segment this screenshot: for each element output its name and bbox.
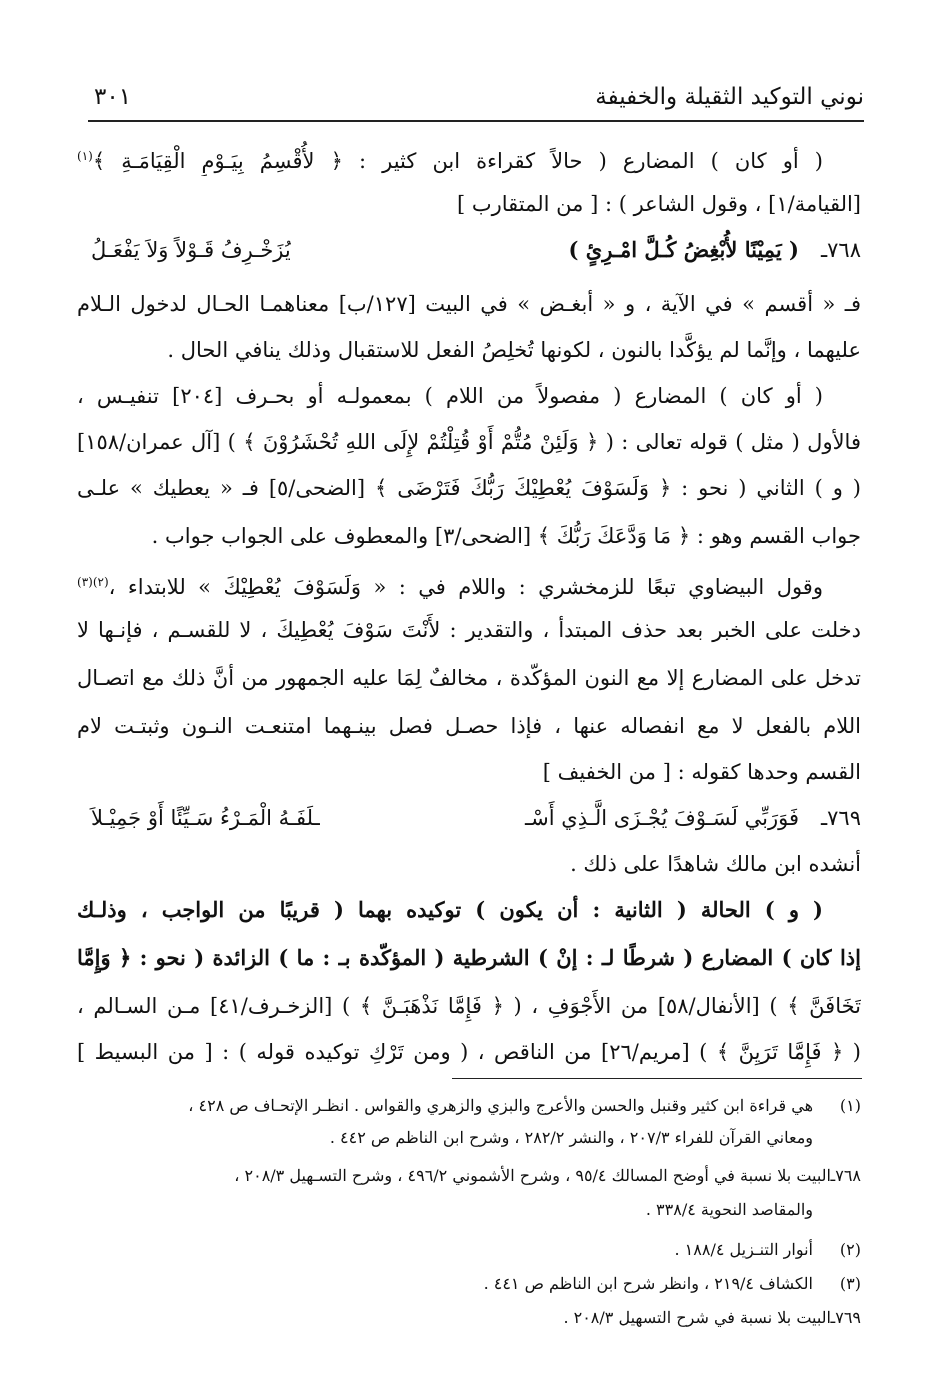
footnote-ref: (٣) xyxy=(77,575,93,589)
body-line: فـ « أقسم » في الآية ، و « أبغـض » في البيت [١٢٧/ب] معناهمـا الحـال لدخول الـلام xyxy=(77,292,861,316)
footnote-3 xyxy=(77,1270,861,1298)
verse-second-hemistich: ـلَفَـهُ الْمَـرْءُ سَـيِّئًا أَوْ جَمِيْـلاَ xyxy=(91,806,320,830)
verse-769 xyxy=(77,798,861,838)
verse-first-hemistich: فَوَرَبِّي لَسَـوْفَ يُجْـزَى الَّـذِي أَسْـ xyxy=(525,806,799,830)
body-line: القسم وحدها كقوله : [ من الخفيف ] xyxy=(542,760,861,784)
verse-first-hemistich: ( يَمِيْنًا لأُبْغِضُ كُـلَّ امْـرِئٍ ) xyxy=(568,237,799,262)
body-line: ( ﴿ فَإِمَّا تَرَيِنَّ ﴾ ) [مريم/٢٦] من الناقص ، ( ومن تَرْكِ توكيده قوله ) : [ من البسيط ] xyxy=(77,1040,861,1064)
footnote-2 xyxy=(77,1236,861,1264)
running-header xyxy=(88,84,864,118)
footnote-768-cont xyxy=(77,1196,861,1224)
body-line: تدخل على المضارع إلا مع النون المؤكّدة ، مخالفٌ لِمَا عليه الجمهور من أنَّ ذلك مع اتصـال xyxy=(77,666,861,690)
body-line: ( أو كان ) المضارع ( حالاً كقراءة ابن كثير : ﴿ لأُقْسِمُ بِيَـوْمِ الْقِيَامَـةِ ﴾$^{(١)}$ xyxy=(77,149,823,173)
verse-second-hemistich: يُزَخْـرِفُ قَـوْلاً وَلاَ يَفْعَـلُ xyxy=(91,238,291,262)
footnote-1-cont xyxy=(77,1124,861,1152)
footnote-ref: (١) xyxy=(77,149,93,163)
body-line: دخلت على الخبر بعد حذف المبتدأ ، والتقدير : لأَنْتَ سَوْفَ يُعْطِيكَ ، لا للقسـم ، فإنـها لا xyxy=(77,618,861,642)
footnote-text: ومعاني القرآن للفراء ٢٠٧/٣ ، والنشر ٢٨٢/٢ ، وشرح ابن الناظم ص ٤٤٢ . xyxy=(329,1128,813,1147)
footnote-769 xyxy=(77,1304,861,1332)
footnote-ref: (٢) xyxy=(92,575,109,589)
body-line: ( و ) الحالة ( الثانية : أن يكون ) توكيده بهما ( قريبًا من الواجب ، وذلـك xyxy=(77,897,823,922)
footnote-mark: (١) xyxy=(839,1096,861,1115)
footnote-text: والمقاصد النحوية ٣٣٨/٤ . xyxy=(645,1200,813,1219)
header-rule xyxy=(88,120,864,122)
running-title: نوني التوكيد الثقيلة والخفيفة xyxy=(595,84,864,110)
page-number: ٣٠١ xyxy=(94,84,132,110)
body-line: فالأول ( مثل ) قوله تعالى : ( ﴿ وَلَئِنْ مُتُّمْ أَوْ قُتِلْتُمْ لإِلَى اللهِ تُحْشَرُوْنَ ﴾ ) [آل عمران/١٥٨] xyxy=(77,430,861,454)
footnote-mark: (٣) xyxy=(839,1274,861,1293)
body-line: اللام بالفعل لا مع انفصاله عنها ، فإذا حصـل فصل بينـهما امتنعـت النـون وثبتـت لام xyxy=(77,714,861,738)
footnote-text: أنوار التنـزيل ١٨٨/٤ . xyxy=(674,1240,813,1259)
footnote-mark: ٧٦٩ـ xyxy=(830,1308,861,1327)
footnote-rule xyxy=(452,1078,862,1079)
body-line: وقول البيضاوي تبعًا للزمخشري : واللام في : « وَلَسَوْفَ يُعْطِيْكَ » للابتداء ،$^{(٢)(٣)}$ xyxy=(77,575,823,599)
body-line: [القيامة/١] ، وقول الشاعر ) : [ من المتقارب ] xyxy=(456,192,861,216)
body-line: أنشده ابن مالك شاهدًا على ذلك . xyxy=(570,852,861,876)
body-line: تَخَافَنَّ ﴾ ) [الأنفال/٥٨] من الأَجْوَفِ ، ( ﴿ فَإِمَّا نَذْهَبَـنَّ ﴾ ) [الزخـرف/٤١] مـن السـالم ، xyxy=(77,994,861,1018)
body-line: عليهما ، وإنَّما لم يؤكَّدا بالنون ، لكونها تُخلِصُ الفعل للاستقبال وذلك ينافي الحال . xyxy=(167,338,861,362)
footnote-text: هي قراءة ابن كثير وقنبل والحسن والأعرج والبزي والزهري والقواس . انظـر الإتحـاف ص ٤٢٨ ، xyxy=(188,1096,813,1115)
body-line: ( أو كان ) المضارع ( مفصولاً من اللام ) بمعمولـه أو بحـرف [٢٠٤] تنفيـس ، xyxy=(77,384,823,408)
footnote-text: البيت بلا نسبة في شرح التسهيل ٢٠٨/٣ . xyxy=(563,1308,831,1327)
footnote-text: الكشاف ٢١٩/٤ ، وانظر شرح ابن الناظم ص ٤٤١ . xyxy=(483,1274,813,1293)
body-line: ( و ) الثاني ( نحو : ﴿ وَلَسَوْفَ يُعْطِيْكَ رَبُّكَ فَتَرْضَى ﴾ [الضحى/٥] فـ « يعطيك » علـى xyxy=(77,476,861,500)
footnote-mark: (٢) xyxy=(839,1240,861,1259)
footnote-mark: ٧٦٨ـ xyxy=(830,1166,861,1185)
footnote-768 xyxy=(77,1162,861,1190)
footnote-1 xyxy=(77,1092,861,1120)
verse-number: ٧٦٩ـ xyxy=(821,806,861,830)
body-line: جواب القسم وهو : ﴿ مَا وَدَّعَكَ رَبُّكَ ﴾ [الضحى/٣] والمعطوف على الجواب جواب . xyxy=(151,524,861,548)
verse-number: ٧٦٨ـ xyxy=(821,238,861,262)
body-line: إذا كان ) المضارع ( شرطًا لـ : إنْ ) الشرطية ( المؤكّدة بـ : ما ) الزائدة ( نحو : ﴿ وَإِمَّا xyxy=(77,945,861,970)
footnote-text: البيت بلا نسبة في أوضح المسالك ٩٥/٤ ، وشرح الأشموني ٤٩٦/٢ ، وشرح التسـهيل ٢٠٨/٣ ، xyxy=(234,1166,831,1185)
verse-768 xyxy=(77,230,861,270)
